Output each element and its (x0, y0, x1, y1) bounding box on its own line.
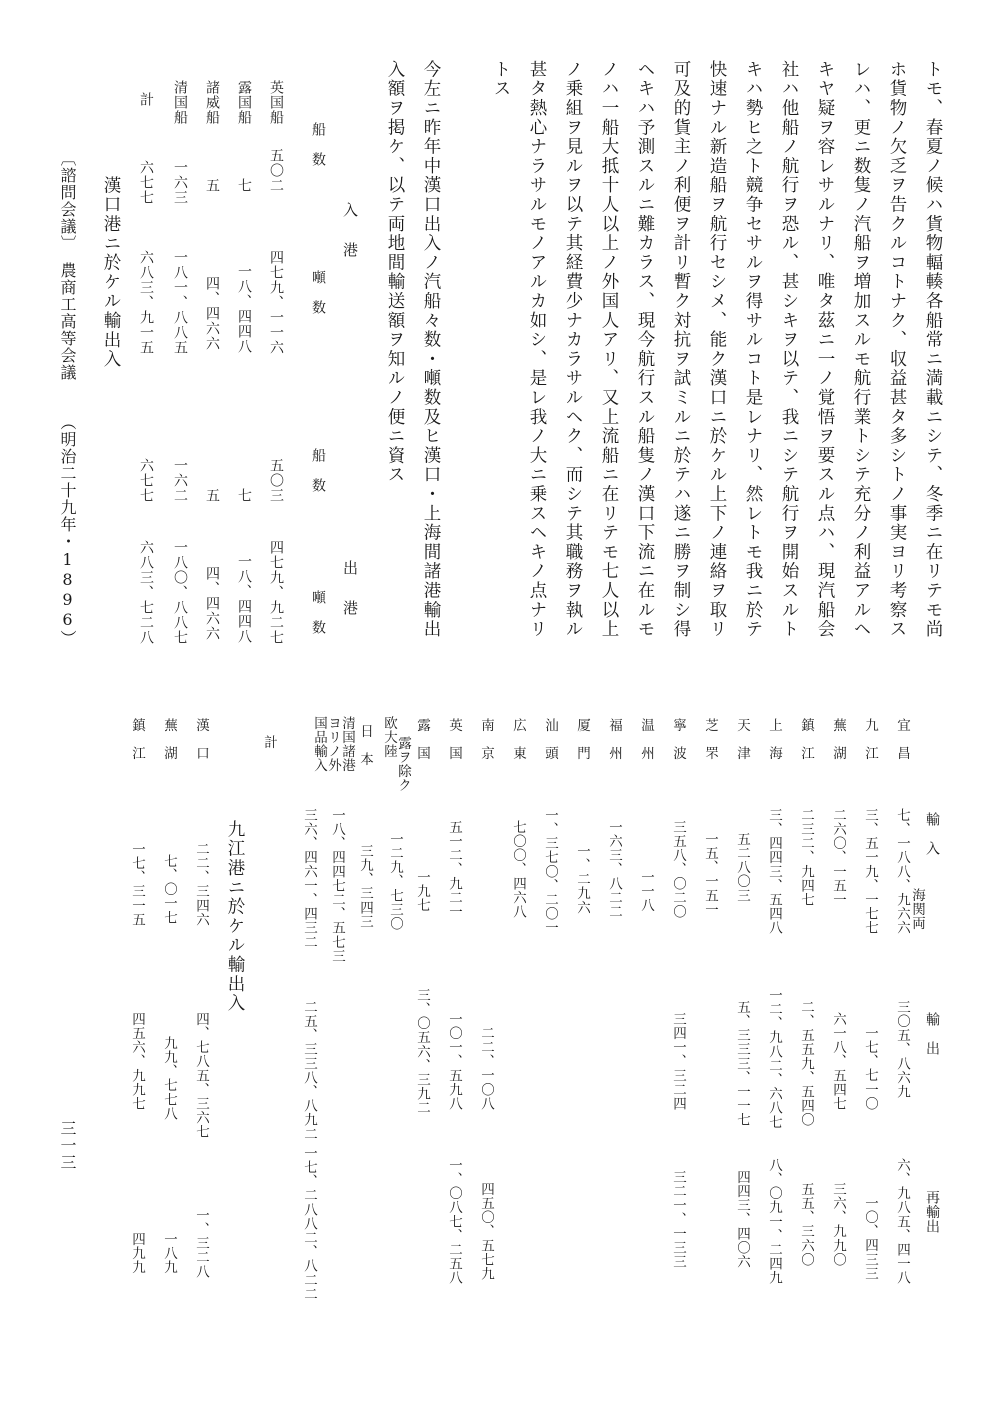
table2-export: 二、五五九、五四〇 (798, 1000, 814, 1127)
prose-line-13: トス (491, 60, 511, 99)
table2-export: 一七、七一〇 (862, 1026, 878, 1111)
table2-port: 上 海 (766, 718, 782, 761)
table2-total-label: 計 (261, 735, 277, 750)
page-number: 三一三 (58, 1120, 77, 1171)
table1-head-in-tons: 噸 数 (310, 270, 326, 315)
table1-row-name: 清国船 (172, 80, 188, 125)
table2-reexport: 一〇、四三三 (862, 1196, 878, 1281)
table1-in-ships: 五〇二 (268, 148, 284, 193)
table2-reexport: 八、〇九一、二四九 (766, 1158, 782, 1285)
table2-export: 六一八、五四七 (830, 1012, 846, 1111)
table1-out-tons: 一八、四四八 (236, 554, 252, 644)
table1-in-tons: 一八、四四八 (236, 264, 252, 354)
table1-head-out-ships: 船 数 (310, 448, 326, 493)
customs-tael-note: 海関両 (909, 888, 925, 931)
prose-line-12: 甚タ熱心ナラサルモノアルカ如シ、是レ我ノ大ニ乗スヘキノ点ナリ (527, 60, 547, 639)
table2-head-export: 輸 出 (924, 1012, 940, 1056)
table2-export: 三〇五、八六九 (894, 1000, 910, 1099)
japan-label: 日 本 (357, 724, 373, 767)
qing-label-c: 国品輸入 (311, 716, 327, 773)
table2-head-reexport: 再輸出 (924, 1190, 940, 1234)
table3-port: 蕪 湖 (161, 718, 177, 761)
table2-export: 二二、一〇八 (478, 1026, 494, 1111)
table1-row-name: 露国船 (236, 80, 252, 125)
table1-out-ships: 一六二 (172, 458, 188, 503)
table2-total-reexport: 一七、二八八二、八二二 (301, 1146, 317, 1302)
table2-import: 七〇〇、四六八 (510, 820, 526, 919)
table2-port: 露 国 (414, 718, 430, 761)
table1-out-tons: 四、四六六 (204, 566, 220, 641)
table2-import: 七、一八八、九六六 (894, 808, 910, 935)
jiujiang-section-title: 九江港ニ於ケル輸出入 (225, 820, 245, 1013)
europe-label-a: 欧大陸 (381, 716, 397, 759)
table1-in-ships: 一六三 (172, 160, 188, 205)
table2-port: 蕪 湖 (830, 718, 846, 761)
section-label: 〔諮問会議〕 (58, 150, 77, 252)
prose-line-11: ノ乗組ヲ見ルヲ以テ其経費少ナカラサルヘク、而シテ其職務ヲ執ル (563, 60, 583, 639)
table3-import: 七、〇一七 (161, 854, 177, 925)
table2-reexport: 三六、九九〇 (830, 1182, 846, 1267)
prose-line-5: 社ハ他船ノ航行ヲ恐ル、甚シキヲ以テ、我ニシテ航行ヲ開始スルト (779, 60, 799, 639)
table1-title-in: 入 港 (341, 202, 359, 262)
table3-port: 鎮 江 (129, 718, 145, 761)
table1-in-ships: 七 (236, 178, 252, 193)
table3-reexport: 一、三二八 (193, 1208, 209, 1279)
table1-in-tons: 四、四六六 (204, 276, 220, 351)
hankou-section-title: 漢口港ニ於ケル輸出入 (101, 176, 121, 369)
table2-export: 五、三三三、一一七 (734, 1000, 750, 1127)
table2-port: 寧 波 (670, 718, 686, 761)
table2-import: 一五、一五一 (702, 832, 718, 917)
prose-line-1: トモ、春夏ノ候ハ貨物輻輳各船常ニ満載ニシテ、冬季ニ在リテモ尚 (923, 60, 943, 639)
table2-import: 一二九、七三〇 (387, 832, 403, 931)
qing-label-b: ヨリノ外 (325, 716, 341, 773)
table2-total-import: 三六、四六一、四三二 (301, 808, 317, 949)
prose-line-4: キヤ疑ヲ容レサルナリ、唯タ茲ニ一ノ覚悟ヲ要スル点ハ、現汽船会 (815, 60, 835, 639)
table2-import: 一一八 (638, 870, 654, 913)
table3-reexport: 四九九 (129, 1232, 145, 1275)
table2-import: 一八、四四七二、五七三 (329, 808, 345, 964)
table1-head-in-ships: 船 数 (310, 122, 326, 167)
table1-row-name: 英国船 (268, 80, 284, 125)
table1-out-tons: 六八三、七二八 (138, 540, 154, 645)
prose-line-8: 可及的貨主ノ利便ヲ計リ暫ク対抗ヲ試ミルニ於テハ遂ニ勝ヲ制シ得 (671, 60, 691, 639)
table2-import: 二六〇、一五一 (830, 808, 846, 907)
table2-import: 五一二、九二一 (446, 820, 462, 919)
table2-port: 天 津 (734, 718, 750, 761)
table2-import: 一、二九六 (574, 844, 590, 915)
table2-head-import: 輸 入 (924, 812, 940, 856)
europe-label-b: 露ヲ除ク (395, 736, 411, 793)
table2-import: 三九、三四三 (357, 844, 373, 929)
table1-out-ships: 五〇三 (268, 458, 284, 503)
table2-port: 英 国 (446, 718, 462, 761)
table3-export: 九九、七七八 (161, 1036, 177, 1121)
table2-export: 一二、九八二、六八七 (766, 988, 782, 1129)
intro-line-2: 入額ヲ掲ケ、以テ両地間輸送額ヲ知ルノ便ニ資ス (385, 60, 405, 485)
table2-port: 鎮 江 (798, 718, 814, 761)
table2-import: 一、三七〇、二〇一 (542, 808, 558, 935)
table2-port: 福 州 (606, 718, 622, 761)
table2-port: 九 江 (862, 718, 878, 761)
table2-reexport: 一、〇八七、二五八 (446, 1158, 462, 1285)
table1-in-tons: 一八一、八八五 (172, 250, 188, 355)
table1-out-ships: 六七七 (138, 458, 154, 503)
prose-line-2: ホ貨物ノ欠乏ヲ告クルコトナク、収益甚タ多シトノ事実ヨリ考察ス (887, 60, 907, 639)
table2-reexport: 三二一、一三三 (670, 1170, 686, 1269)
prose-line-9: ヘキハ予測スルニ難カラス、現今航行スル船隻ノ漢口下流ニ在ルモ (635, 60, 655, 639)
table1-in-tons: 四七九、一一六 (268, 250, 284, 355)
table1-row-name: 諸威船 (204, 80, 220, 125)
table2-export: 三、〇五六、三九二 (414, 988, 430, 1115)
table2-export: 一〇一、五九八 (446, 1012, 462, 1111)
table2-import: 三五八、〇二〇 (670, 820, 686, 919)
table3-import: 二二、三四六 (193, 842, 209, 927)
table2-reexport: 四四三、四〇六 (734, 1170, 750, 1269)
table2-import: 一九七 (414, 870, 430, 913)
intro-line-1: 今左ニ昨年中漢口出入ノ汽船々数・噸数及ヒ漢口・上海間諸港輸出 (421, 60, 441, 639)
table1-in-tons: 六八三、九一五 (138, 250, 154, 355)
table2-import: 五二八〇三 (734, 832, 750, 903)
council-name: 農商工高等会議 (58, 262, 77, 381)
table3-port: 漢 口 (193, 718, 209, 761)
table2-reexport: 四五〇、五七九 (478, 1182, 494, 1281)
table2-port: 厦 門 (574, 718, 590, 761)
table2-import: 三、四四三、五四八 (766, 808, 782, 935)
table1-out-ships: 五 (204, 488, 220, 503)
table1-title-out: 出 港 (341, 560, 359, 620)
table2-port: 温 州 (638, 718, 654, 761)
table2-export: 三四一、三二四 (670, 1012, 686, 1111)
table2-port: 南 京 (478, 718, 494, 761)
table3-reexport: 一八九 (161, 1232, 177, 1275)
table2-reexport: 五五、三六〇 (798, 1182, 814, 1267)
prose-line-10: ノハ一船大抵十人以上ノ外国人アリ、又上流船ニ在リテモ七人以上 (599, 60, 619, 639)
table2-port: 宜 昌 (894, 718, 910, 761)
table1-out-ships: 七 (236, 488, 252, 503)
table2-total-export: 二五、三三八、八九二 (301, 1000, 317, 1141)
table3-export: 四五六、九九七 (129, 1012, 145, 1111)
table1-in-ships: 六七七 (138, 160, 154, 205)
table1-head-out-tons: 噸 数 (310, 590, 326, 635)
prose-line-6: キハ勢ヒ之ト競争セサルヲ得サルコト是レナリ、然レトモ我ニ於テ (743, 60, 763, 639)
table2-port: 汕 頭 (542, 718, 558, 761)
prose-line-3: レハ、更ニ数隻ノ汽船ヲ増加スルモ航行業トシテ充分ノ利益アルヘ (851, 60, 871, 639)
table2-import: 一六三、八二二 (606, 820, 622, 919)
qing-label-a: 清国諸港 (339, 716, 355, 773)
table3-export: 四、七八五、三六七 (193, 1012, 209, 1139)
table3-import: 一七、三一五 (129, 842, 145, 927)
table1-row-name: 計 (138, 92, 154, 107)
table2-port: 広 東 (510, 718, 526, 761)
era-label: （明治二十九年・1896） (58, 414, 77, 647)
table1-out-tons: 四七九、九二七 (268, 540, 284, 645)
table2-reexport: 六、九八五、四一八 (894, 1158, 910, 1285)
table2-import: 三、五一九、一七七 (862, 808, 878, 935)
table1-out-tons: 一八〇、八八七 (172, 540, 188, 645)
table1-in-ships: 五 (204, 178, 220, 193)
prose-line-7: 快速ナル新造船ヲ航行セシメ、能ク漢口ニ於ケル上下ノ連絡ヲ取リ (707, 60, 727, 639)
table2-import: 二三二、九四七 (798, 808, 814, 907)
table2-port: 芝 罘 (702, 718, 718, 761)
